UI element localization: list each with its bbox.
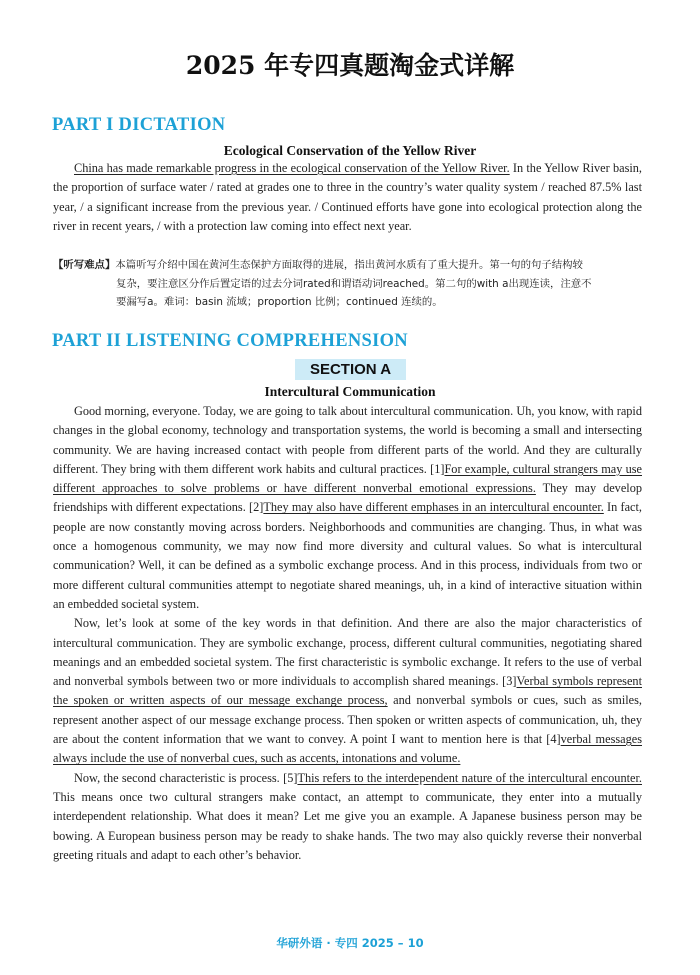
note-line-3: 要漏写a。难词：basin 流域；proportion 比例；continued 连续的。	[116, 296, 443, 309]
part2-heading: PART II LISTENING COMPREHENSION	[52, 331, 408, 351]
note-line-1: 本篇听写介绍中国在黄河生态保护方面取得的进展，指出黄河水质有了重大提升。第一句的句子结构较	[115, 259, 583, 271]
page-title: 2025 年专四真题淘金式详解	[185, 51, 515, 80]
note-line-2: 复杂，要注意区分作后置定语的过去分词rated和谓语动词reached。第二句的with a出现连读，注意不	[116, 277, 592, 290]
page-footer: 华研外语 · 专四 2025 – 10	[276, 936, 424, 950]
answer-underline-3: Verbal symbols represent the spoken or written aspects of our message exchange process,	[53, 674, 642, 708]
dictation-text-rest: In the Yellow River basin, the proportion of surface water / rated at grades one to three in the country’s water quality system / reached 87.5% last year, / a significant increase from the previous year. / Continued efforts have gone into ecological protection along the river in recent years, / with a protection law coming into effect next year.	[53, 161, 642, 233]
note-label: 【听写难点】	[53, 259, 116, 271]
answer-underline-2: They may also have different emphases in an intercultural encounter.	[263, 500, 604, 515]
answer-underline-5: This refers to the interdependent nature of the intercultural encounter.	[297, 770, 642, 785]
part1-heading: PART I DICTATION	[52, 115, 226, 135]
section-badge: SECTION A	[295, 359, 406, 380]
transcript-paragraph: Now, let’s look at some of the key words in that definition. And there are also the major characteristics of intercultural communication. They are symbolic exchange, process, different cultural communities, negotiating shared meanings and an embedded societal system. The first characteristic is symbolic exchange. It refers to the use of verbal and nonverbal symbols between two or more individuals to accomplish shared meanings. [3]Verbal symbols represent the spoken or written aspects of our message exchange process, and nonverbal symbols or cues, such as smiles, represent another aspect of our message exchange process. Then spoken or written aspects of communication, uh, they are about the content information that we want to convey. A point I want to mention here is that [4]verbal messages always include the use of nonverbal cues, such as accents, intonations and volume.	[53, 616, 642, 766]
transcript-paragraph: Good morning, everyone. Today, we are going to talk about intercultural communication. Uh, you know, with rapid changes in the global economy, technology and transportation systems, the world is becoming a small and intersecting community. We are having increased contact with people from different parts of the world. And they are culturally different. They bring with them different work habits and cultural practices. [1]For example, cultural strangers may use different approaches to solve problems or have different nonverbal emotional expressions. They may develop friendships with different expectations. [2]They may also have different emphases in an intercultural encounter. In fact, people are now constantly moving across borders. Neighborhoods and communities are changing. Thus, in what was once a homogenous community, we may now find more diversity and cultural values. So what is intercultural communication? Well, it can be defined as a symbolic exchange process. And in this process, individuals from two or more different cultural communities attempt to negotiate shared meanings, uh, in a kind of interactive situation within an embedded societal system.	[53, 404, 642, 611]
answer-underline-4: verbal messages always include the use of nonverbal cues, such as accents, intonations and volume.	[53, 732, 642, 766]
dictation-note	[53, 256, 642, 312]
transcript-paragraph: Now, the second characteristic is process. [5]This refers to the interdependent nature of the intercultural encounter. This means once two cultural strangers make contact, an attempt to communicate, they enter into a mutually interdependent relationship. What does it mean? Let me give you an example. A Japanese business person may be bowing. A European business person may be ready to shake hands. The two may also quickly reverse their nonverbal greeting rituals and adapt to each other’s behavior.	[53, 770, 642, 862]
underlined-sentence: China has made remarkable progress in the ecological conservation of the Yellow River.	[74, 161, 510, 175]
listening-transcript	[53, 402, 642, 865]
part1-passage-title: Ecological Conservation of the Yellow River	[223, 143, 477, 158]
part1-dictation-text	[53, 159, 642, 236]
answer-underline-1: For example, cultural strangers may use different approaches to solve problems or have different nonverbal emotional expressions.	[53, 461, 642, 496]
part2-passage-title: Intercultural Communication	[264, 384, 436, 399]
